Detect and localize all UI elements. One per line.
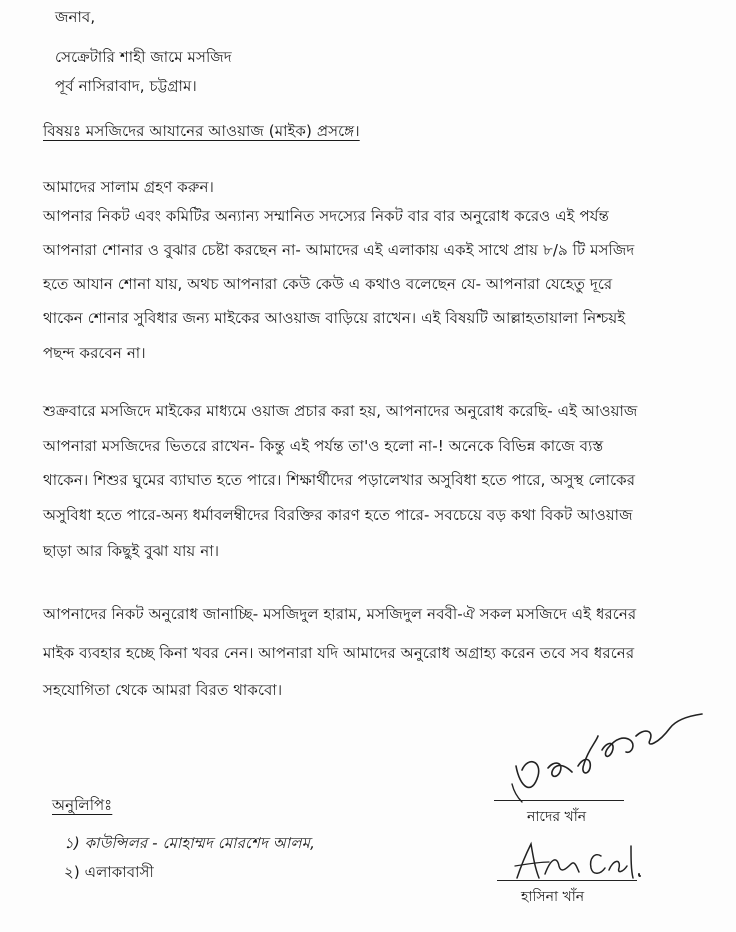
signature-rule bbox=[497, 880, 637, 881]
address-line-2: পূর্ব নাসিরাবাদ, চট্টগ্রাম। bbox=[55, 77, 197, 95]
paragraph-1-line: পছন্দ করবেন না। bbox=[43, 344, 146, 362]
paragraph-2-line: আপনারা মসজিদের ভিতরে রাখেন- কিন্তু এই পর্যন্ত তা'ও হলো না-! অনেকে বিভিন্ন কাজে ব্যস্ত bbox=[43, 437, 604, 455]
paragraph-2-line: থাকেন। শিশুর ঘুমের ব্যাঘাত হতে পারে। শিক্ষার্থীদের পড়ালেখার অসুবিধা হতে পারে, অসুস্থ লোকের bbox=[43, 471, 636, 489]
paragraph-3-line: মাইক ব্যবহার হচ্ছে কিনা খবর নেন। আপনারা যদি আমাদের অনুরোধ অগ্রাহ্য করেন তবে সব ধরনের bbox=[43, 644, 635, 662]
paragraph-3-line: আপনাদের নিকট অনুরোধ জানাচ্ছি- মসজিদুল হারাম, মসজিদুল নববী-ঐ সকল মসজিদে এই ধরনের bbox=[43, 605, 637, 623]
paragraph-2-line: ছাড়া আর কিছুই বুঝা যায় না। bbox=[43, 542, 220, 560]
cc-item: ১) কাউন্সিলর - মোহাম্মদ মোরশেদ আলম, bbox=[64, 834, 315, 852]
salutation: জনাব, bbox=[55, 8, 96, 26]
paragraph-1-line: হতে আযান শোনা যায়, অথচ আপনারা কেউ কেউ এ কথাও বলেছেন যে- আপনারা যেহেতু দূরে bbox=[43, 275, 613, 293]
cc-heading: অনুলিপিঃ bbox=[52, 796, 113, 814]
cc-item: ২) এলাকাবাসী bbox=[64, 863, 154, 881]
signature-rule bbox=[494, 800, 624, 801]
subject-line: বিষয়ঃ মসজিদের আযানের আওয়াজ (মাইক) প্রসঙ্গে। bbox=[43, 122, 360, 140]
paragraph-3-line: সহযোগিতা থেকে আমরা বিরত থাকবো। bbox=[43, 681, 283, 699]
paragraph-1-line: থাকেন শোনার সুবিধার জন্য মাইকের আওয়াজ বাড়িয়ে রাখেন। এই বিষয়টি আল্লাহতায়ালা নিশ্চয়ই bbox=[43, 309, 626, 327]
address-line-1: সেক্রেটারি শাহী জামে মসজিদ bbox=[55, 48, 232, 66]
signatory-name: নাদের খাঁন bbox=[527, 809, 587, 825]
greeting: আমাদের সালাম গ্রহণ করুন। bbox=[43, 178, 214, 196]
signatory-name: হাসিনা খাঁন bbox=[521, 889, 585, 905]
paragraph-1-line: আপনারা শোনার ও বুঝার চেষ্টা করছেন না- আমাদের এই এলাকায় একই সাথে প্রায় ৮/৯ টি মসজিদ bbox=[43, 241, 635, 259]
paragraph-2-line: শুক্রবারে মসজিদে মাইকের মাধ্যমে ওয়াজ প্রচার করা হয়, আপনাদের অনুরোধ করেছি- এই আওয়াজ bbox=[43, 402, 638, 420]
paragraph-2-line: অসুবিধা হতে পারে-অন্য ধর্মাবলম্বীদের বিরক্তির কারণ হতে পারে- সবচেয়ে বড় কথা বিকট আওয়াজ bbox=[43, 506, 633, 524]
signature-mark bbox=[498, 706, 708, 806]
paragraph-1-line: আপনার নিকট এবং কমিটির অন্যান্য সম্মানিত সদস্যের নিকট বার বার অনুরোধ করেও এই পর্যন্ত bbox=[43, 207, 609, 225]
